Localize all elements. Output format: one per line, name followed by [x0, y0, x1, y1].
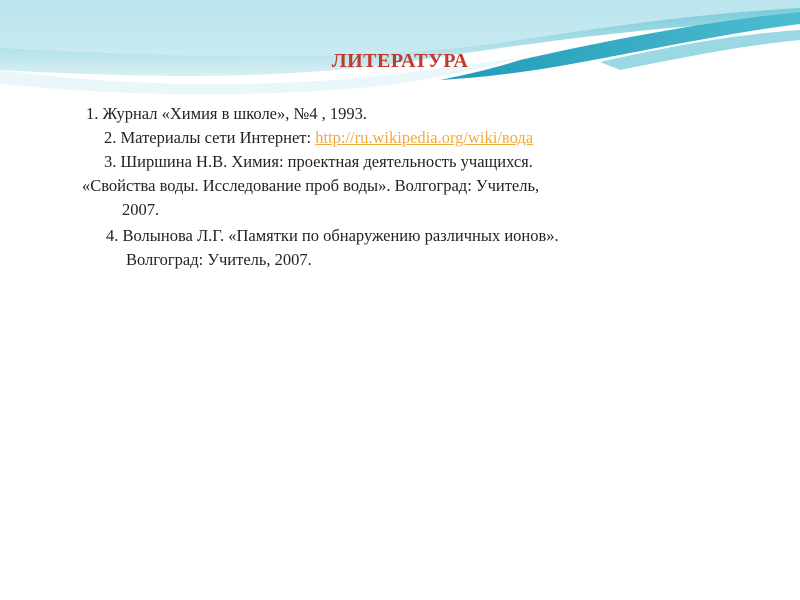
reference-3-line-1: 3. Ширшина Н.В. Химия: проектная деятельность учащихся.	[104, 152, 533, 171]
slide-title: ЛИТЕРАТУРА	[331, 50, 469, 72]
reference-4-line-1: 4. Волынова Л.Г. «Памятки по обнаружению различных ионов».	[106, 226, 559, 245]
reference-1-line-1: 1. Журнал «Химия в школе», №4 , 1993.	[86, 104, 367, 123]
reference-2-link[interactable]: http://ru.wikipedia.org/wiki/вода	[315, 128, 534, 147]
reference-4-line-2: Волгоград: Учитель, 2007.	[126, 250, 312, 269]
reference-3-line-2: «Свойства воды. Исследование проб воды». Волгоград: Учитель,	[82, 176, 540, 195]
reference-3-line-3: 2007.	[122, 200, 160, 219]
reference-2-prefix: 2. Материалы сети Интернет:	[104, 128, 316, 147]
reference-2	[104, 128, 533, 148]
